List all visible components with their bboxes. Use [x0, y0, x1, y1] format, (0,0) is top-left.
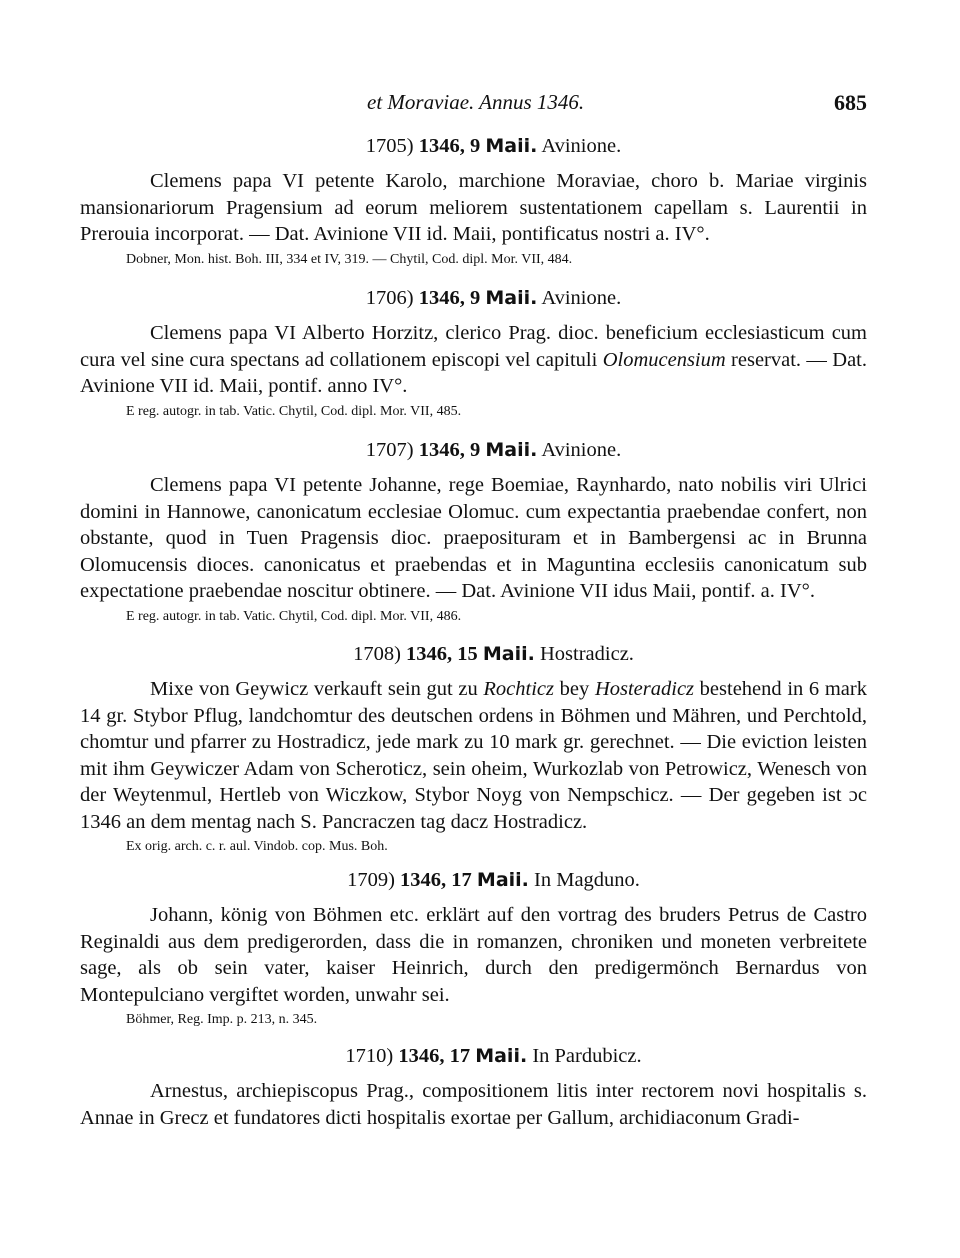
entry-place: In Magduno.: [534, 869, 640, 891]
entry-1708: [80, 640, 867, 857]
entry-number: 1708): [353, 643, 401, 665]
entry-number: 1705): [365, 135, 414, 157]
entry-source: Böhmer, Reg. Imp. p. 213, n. 345.: [126, 1012, 318, 1027]
entry-heading: [80, 132, 867, 160]
entry-text: [80, 1078, 867, 1131]
entry-text: [80, 902, 867, 1008]
entry-date: 1346, 9: [418, 287, 481, 309]
entry-1707: [80, 436, 867, 627]
entry-text-part: Clemens papa VI Alberto Horzitz, clerico Prag. dioc. beneficium ecclesiasticum cum cura vel sine cura spectans ad collationem episcopi vel capituli: [80, 322, 867, 371]
entry-text-part: Clemens papa VI petente Johanne, rege Boemiae, Raynhardo, nato nobilis viri Ulrici domini in Hannowe, canonicatum ecclesiae Olomuc. cum expectantia praebendae confert, non obstante, quod in Tuen Pragensis dioc. praeposituram et in Bambergensi ac in Brunna Olomucensis dioces. canonicatus et praebendas et in Maguntina ecclesiis canonicatum sub expectatione praebendae noscitur obtinere. — Dat. Avinione VII idus Maii, pontif. a. IV°.: [80, 474, 867, 602]
entry-source: E reg. autogr. in tab. Vatic. Chytil, Cod. dipl. Mor. VII, 485.: [126, 403, 462, 419]
entry-month: Maii.: [485, 439, 538, 461]
entry-place: Avinione.: [541, 135, 622, 157]
entry-number: 1709): [347, 869, 395, 891]
entry-text-italic: Hosteradicz: [594, 678, 695, 700]
entry-1709: [80, 866, 867, 1030]
entry-text: [80, 676, 867, 835]
entry-text: [80, 320, 867, 400]
entry-heading: [80, 436, 867, 464]
entry-text-part: bestehend in 6 mark 14 gr. Stybor Pflug, landchomtur des deutschen ordens in Böhmen und Mähren, und Perchtold, chomtur und pfarrer zu Hostradicz, jede mark zu 10 mark gr. gerechnet. — Die eviction leisten mit ihm Geywiczer Adam von Scheroticz, sein oheim, Wurkozlab von Petrowicz, Wenesch von der Weytenmul, Hertleb von Wiczkow, Stybor Noyg von Nempschicz. — Der gegeben ist ɔc 1346 an dem mentag nach S. Pancraczen tag dacz Hostradicz.: [80, 678, 867, 833]
page-number: 685: [834, 90, 867, 115]
entry-month: Maii.: [475, 1045, 528, 1067]
entry-place: Hostradicz.: [540, 643, 634, 665]
entry-text-part: Arnestus, archiepiscopus Prag., compositionem litis inter rectorem novi hospitalis s. Annae in Grecz et fundatores dicti hospitalis exortae per Gallum, archidiaconum Gradi-: [80, 1080, 867, 1129]
entry-heading: [80, 1042, 867, 1070]
entry-text: [80, 472, 867, 605]
entry-text-part: bey: [554, 678, 595, 700]
entry-number: 1710): [345, 1045, 394, 1067]
entry-heading: [80, 866, 867, 894]
running-head: [80, 90, 867, 116]
entry-text: [80, 168, 867, 248]
entry-text-italic: Rochticz: [483, 678, 554, 700]
entry-date: 1346, 9: [418, 135, 481, 157]
entry-source: E reg. autogr. in tab. Vatic. Chytil, Cod. dipl. Mor. VII, 486.: [126, 608, 462, 624]
entry-heading: [80, 640, 867, 668]
entry-text-part: Mixe von Geywicz verkauft sein gut zu: [150, 678, 484, 700]
entry-source: Ex orig. arch. c. r. aul. Vindob. cop. Mus. Boh.: [126, 839, 388, 854]
entry-month: Maii.: [485, 287, 538, 309]
entry-place: Avinione.: [541, 287, 622, 309]
entry-date: 1346, 17: [398, 1045, 471, 1067]
entry-date: 1346, 17: [400, 869, 472, 891]
entry-date: 1346, 15: [406, 643, 478, 665]
entry-1706: [80, 284, 867, 422]
entry-date: 1346, 9: [418, 439, 481, 461]
entry-month: Maii.: [476, 869, 529, 891]
entry-place: Avinione.: [541, 439, 622, 461]
entry-source: Dobner, Mon. hist. Boh. III, 334 et IV, 319. — Chytil, Cod. dipl. Mor. VII, 484.: [126, 251, 573, 267]
entry-text-part: reservat. — Dat. Avinione VII id. Maii, pontif. anno IV°.: [80, 348, 867, 397]
entry-text-part: Johann, könig von Böhmen etc. erklärt auf den vortrag des bruders Petrus de Castro Reginaldi aus dem predigerorden, dass die in romanzen, chroniken und moneten verbreitete sage, als ob sein vater, kaiser Heinrich, durch den predigermönch Bernardus von Montepulciano vergiftet worden, unwahr sei.: [80, 904, 867, 1006]
entry-month: Maii.: [485, 135, 538, 157]
entry-number: 1706): [365, 287, 414, 309]
entry-text-part: Clemens papa VI petente Karolo, marchione Moraviae, choro b. Mariae virginis mansionariorum Pragensium ad eorum meliorem sustentationem capellam s. Laurentii in Prerouia incorporat. — Dat. Avinione VII id. Maii, pontificatus nostri a. IV°.: [80, 170, 867, 245]
entry-place: In Pardubicz.: [532, 1045, 642, 1067]
entry-heading: [80, 284, 867, 312]
entry-month: Maii.: [482, 643, 535, 665]
entry-text-italic: Olomucensium: [602, 348, 726, 371]
entry-1710: [80, 1042, 867, 1131]
entry-number: 1707): [365, 439, 414, 461]
running-head-title: et Moraviae. Annus 1346.: [367, 90, 585, 114]
entry-1705: [80, 132, 867, 270]
